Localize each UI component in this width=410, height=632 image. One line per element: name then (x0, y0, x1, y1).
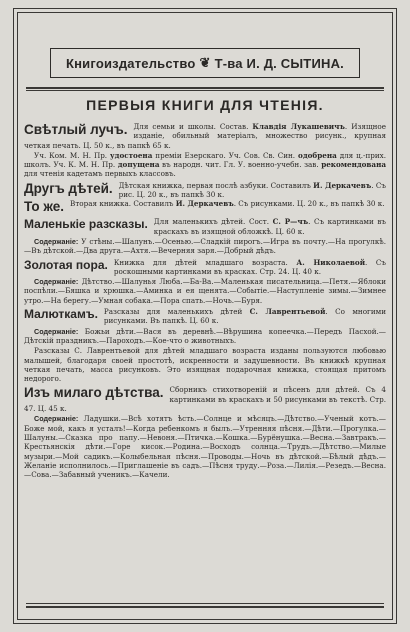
book-awards (24, 151, 386, 179)
award-text: въ народн. чит. Гл. У. военно-учебн. зав. (159, 160, 322, 170)
book-entry (24, 258, 386, 305)
desc-text: Для маленькихъ дѣтей. Сост. (153, 217, 273, 227)
book-title: Малюткамъ. (24, 307, 98, 322)
award-bold: рекомендована (321, 160, 387, 170)
book-entry (24, 199, 386, 215)
desc-text: Дѣтская книжка, первая послѣ азбуки. Составилъ (118, 180, 314, 190)
book-title: Свѣтлый лучъ. (24, 122, 128, 137)
divider-bottom-thick (26, 606, 384, 608)
book-author: А. Николаевой (296, 257, 366, 267)
book-title: Золотая пора. (24, 257, 108, 272)
book-entry (24, 217, 386, 255)
desc-text: Разсказы для маленькихъ дѣтей (103, 307, 250, 317)
book-title: Другъ дѣтей. (24, 180, 113, 196)
award-bold: допущена (117, 160, 160, 170)
award-text: преміи Езерскаго. Уч. Сов. Св. Син. (152, 150, 299, 160)
publisher-label: Книгоиздательство (66, 55, 196, 71)
desc-text: Книжка для дѣтей младшаго возраста. (113, 257, 297, 267)
book-contents (24, 327, 386, 346)
contents-text: Божьи дѣти.—Вася въ деревнѣ.—Вѣрушина копеечка.—Передъ Пасхой.—Дѣтскій праздникъ.—Пароходъ.—Кое-что о животныхъ. (24, 326, 386, 345)
book-author: С. Р—чъ (272, 217, 309, 227)
desc-text: . Съ рис. Ц. 20 к., въ папкѣ 30 к. (118, 180, 386, 200)
contents-label: Содержаніе: (34, 277, 79, 287)
contents-label: Содержаніе: (34, 236, 79, 246)
emblem-icon: ❦ (199, 55, 211, 70)
desc-text: . Съ рисунками. Ц. 20 к., въ папкѣ 30 к. (233, 199, 385, 209)
book-title: То же. (24, 199, 65, 215)
book-entry (24, 122, 386, 179)
book-entry (24, 181, 386, 200)
divider-top (26, 87, 384, 89)
book-entry (24, 385, 386, 479)
desc-text: . Съ картинками въ краскахъ въ изящной обложкѣ. Ц. 60 к. (153, 217, 386, 236)
contents-label: Содержаніе: (34, 326, 79, 336)
book-contents (24, 414, 386, 479)
book-author: Клавдія Лукашевичъ (252, 122, 345, 131)
divider-top-thin (26, 90, 384, 91)
book-title: Маленькіе разсказы. (24, 217, 148, 232)
award-bold: одобрена (298, 150, 337, 160)
book-entry (24, 307, 386, 383)
desc-text: Вторая книжка. Составилъ (70, 199, 176, 209)
book-author: И. Деркачевъ (175, 199, 234, 209)
book-contents (24, 237, 386, 256)
award-text: Уч. Ком. М. Н. Пр. (34, 150, 111, 160)
book-review: Разсказы С. Лаврентьевой для дѣтей младшаго возраста изданы пользуются любовью малышей, благодаря своей простотѣ, искренности и задушевности. Въ книжкѣ крупная четкая печать, масса рисунковъ. Это изящная подарочная книжка, стоящая притомъ недорого. (24, 346, 386, 384)
book-contents (24, 277, 386, 305)
divider-bottom (26, 603, 384, 604)
contents-text: Дѣтство.—Шалунья Люба.—Ба-Ва.—Маленькая писательница.—Петя.—Яблоки поспѣли.—Бяшка и хрюшка.—Аминка и ея щенята.—Событіе.—Наступленіе зимы.—Зимнее утро.—На берегу.—Умная собака.—Пора спать.—Ночь.—Буря. (24, 277, 386, 305)
page-title: ПЕРВЫЯ КНИГИ ДЛЯ ЧТЕНІЯ. (86, 97, 324, 113)
contents-label: Содержаніе: (34, 414, 79, 424)
desc-text: Для семьи и школы. Состав. (133, 122, 253, 131)
desc-text: . Со многими рисунками. Въ папкѣ. Ц. 60 к. (103, 307, 386, 326)
desc-text: . Изящное изданіе, обильный матеріалъ, множество рисунк., крупная четкая печать. Ц. 50 к., въ папкѣ 65 к. (24, 122, 386, 150)
book-list (24, 122, 386, 479)
book-description (24, 199, 386, 208)
desc-text: . Съ роскошными картинками въ красках. Стр. 24. Ц. 40 к. (113, 257, 386, 276)
publisher-header (50, 48, 360, 78)
contents-text: Ладушки.—Всѣ хотятъ ѣсть.—Солнце и мѣсяцъ.—Дѣтство.—Ученый котъ.—Боже мой, какъ я усталъ!—Когда ребенкомъ я былъ.—Утренняя пѣсня.—Дѣти.—Прогулка.—Шалуны.—Сказка про папу.—Невоня.—Птичка.—Кошка.—Бурёнушка.—Весна.—Завтракъ.—Крестьянскія дѣти.—Горе кисок.—Родина.—Восходъ солнца.—Трудъ.—Дѣтство.—Милые музыри.—Мой садикъ.—Колыбельная пѣсня.—Проводы.—Ночь въ дѣтской.—Бѣлый дѣдъ.—Желаніе исполнилось.—Приглашеніе въ садъ.—Пѣсня труду.—Роза.—Лилія.—Резедъ.—Весна.—Сова.—Забавный ученикъ.—Качели. (24, 414, 386, 480)
book-author: И. Деркачевъ (313, 180, 372, 190)
book-author: С. Лаврентьевой (249, 307, 326, 317)
award-text: для ц.-прих. школъ. Уч. К. М. Н. Пр. (24, 150, 387, 170)
contents-text: У стѣны.—Шалунъ.—Осенью.—Сладкій пирогъ.—Игра въ почту.—На прогулкѣ.—Въ дѣтской.—Два друга.—Ахтя.—Вечерняя заря.—Добрый дѣдъ. (24, 236, 386, 256)
publisher-name: Т-ва И. Д. СЫТИНА. (214, 55, 344, 71)
award-bold: удостоена (110, 150, 153, 160)
award-text: для чтенія кадетамъ первыхъ классовъ. (24, 169, 176, 179)
book-description: Сборникъ стихотвореній и пѣсенъ для дѣтей. Съ 4 картинками въ краскахъ и 50 рисунками въ текстѣ. Стр. 47. Ц. 45 к. (24, 385, 386, 414)
book-title: Изъ милаго дѣтства. (24, 385, 164, 401)
